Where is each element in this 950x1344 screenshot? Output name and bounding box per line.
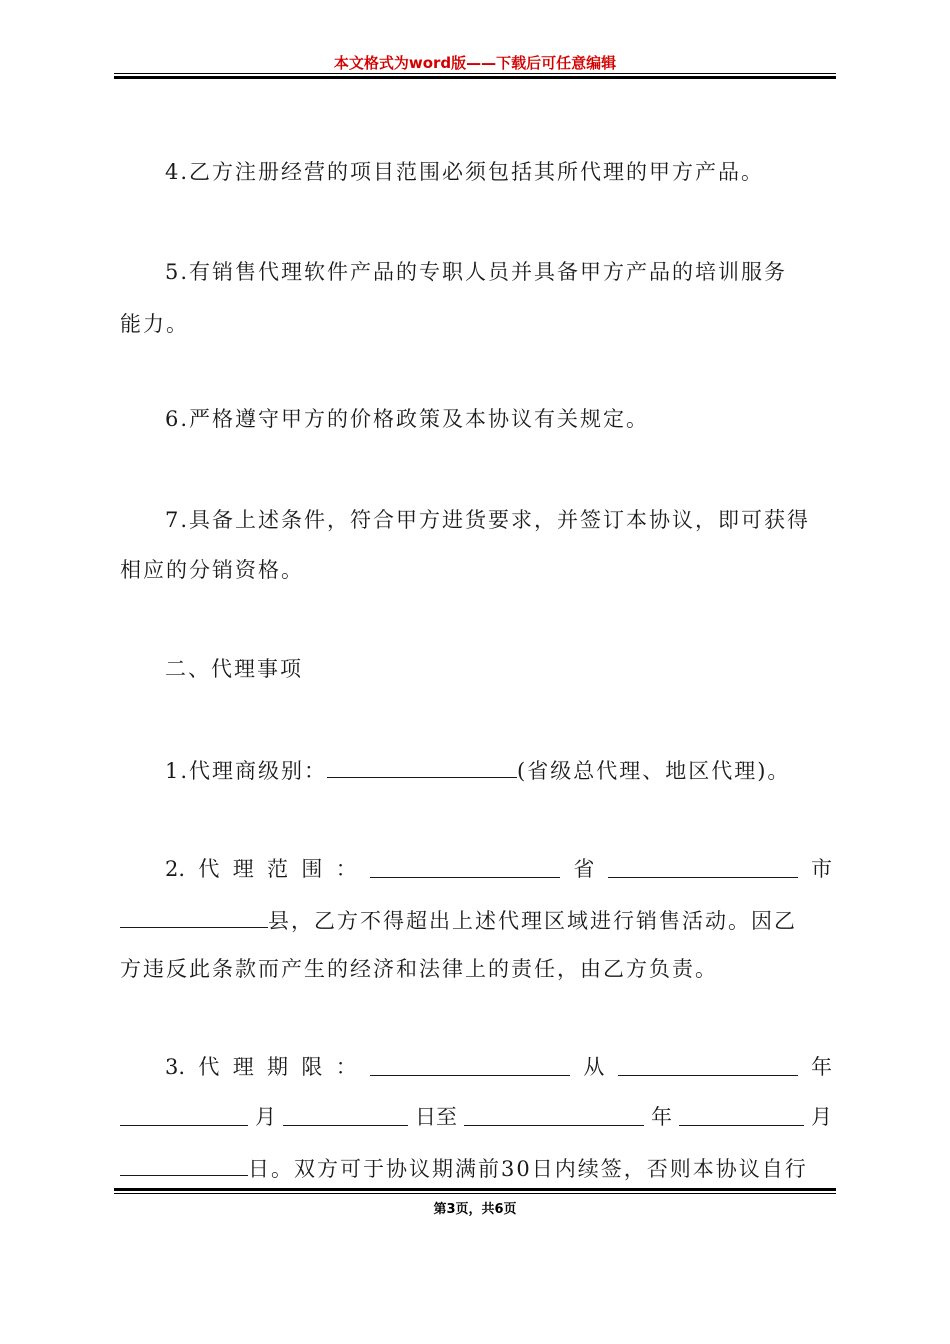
- scope-char-2: 理: [232, 857, 254, 881]
- footer-rule-thick: [114, 1188, 836, 1191]
- scope-char-4: 围: [301, 857, 323, 881]
- term-number: 3.: [165, 1055, 186, 1079]
- term-end-year-blank: [464, 1103, 644, 1126]
- term-duration-blank: [370, 1053, 570, 1076]
- agency-scope-line-1: [165, 855, 832, 883]
- term-char-2: 理: [232, 1055, 254, 1079]
- page-number: 第3页，共6页: [433, 1202, 517, 1217]
- term-start-day-blank: [283, 1103, 408, 1126]
- paragraph-4: 4.乙方注册经营的项目范围必须包括其所代理的甲方产品。: [165, 160, 765, 184]
- term-char-4: 限: [301, 1055, 323, 1079]
- paragraph-5-line-2: 能力。: [120, 312, 189, 336]
- scope-province-label: 省: [573, 857, 595, 881]
- scope-colon: ：: [335, 857, 357, 881]
- term-end-day-blank: [120, 1153, 248, 1176]
- term-line-3-text: 日。双方可于协议期满前30日内续签，否则本协议自行: [248, 1157, 808, 1181]
- paragraph-7-line-1: 7.具备上述条件，符合甲方进货要求，并签订本协议，即可获得: [165, 508, 811, 532]
- term-day-to-label: 日至: [415, 1105, 457, 1129]
- term-month2-label: 月: [811, 1105, 832, 1129]
- scope-line-2-text: 县，乙方不得超出上述代理区域进行销售活动。因乙: [268, 909, 797, 933]
- scope-number: 2.: [165, 857, 186, 881]
- agent-level-blank: [327, 755, 517, 778]
- agency-term-line-1: [165, 1053, 832, 1081]
- agency-term-line-2: [120, 1103, 832, 1131]
- agent-level-note: (省级总代理、地区代理)。: [517, 759, 791, 783]
- agent-level-label: 1.代理商级别：: [165, 759, 328, 783]
- term-month-label: 月: [255, 1105, 276, 1129]
- header-rule-thin: [114, 73, 836, 74]
- term-start-year-blank: [618, 1053, 798, 1076]
- section-heading-agency-matters: 二、代理事项: [165, 657, 303, 681]
- term-year2-label: 年: [651, 1105, 672, 1129]
- city-blank: [608, 855, 798, 878]
- scope-char-3: 范: [267, 857, 289, 881]
- agency-scope-line-2: [120, 905, 832, 935]
- term-char-3: 期: [267, 1055, 289, 1079]
- header-rule-thick: [114, 76, 836, 79]
- paragraph-6: 6.严格遵守甲方的价格政策及本协议有关规定。: [165, 407, 650, 431]
- footer-rule-thin: [114, 1193, 836, 1194]
- term-char-1: 代: [198, 1055, 220, 1079]
- county-blank: [120, 905, 268, 928]
- agency-term-line-3: [120, 1153, 832, 1183]
- term-start-month-blank: [120, 1103, 248, 1126]
- agent-level-line: [165, 755, 832, 785]
- term-year-label: 年: [811, 1055, 832, 1079]
- term-colon: ：: [335, 1055, 357, 1079]
- province-blank: [370, 855, 560, 878]
- term-from-label: 从: [583, 1055, 605, 1079]
- scope-city-label: 市: [811, 857, 832, 881]
- header-text: 本文格式为word版——下载后可任意编辑: [333, 54, 617, 72]
- scope-char-1: 代: [198, 857, 220, 881]
- paragraph-7-line-2: 相应的分销资格。: [120, 558, 304, 582]
- paragraph-5-line-1: 5.有销售代理软件产品的专职人员并具备甲方产品的培训服务: [165, 260, 788, 284]
- term-end-month-blank: [679, 1103, 804, 1126]
- agency-scope-line-3: 方违反此条款而产生的经济和法律上的责任，由乙方负责。: [120, 957, 718, 981]
